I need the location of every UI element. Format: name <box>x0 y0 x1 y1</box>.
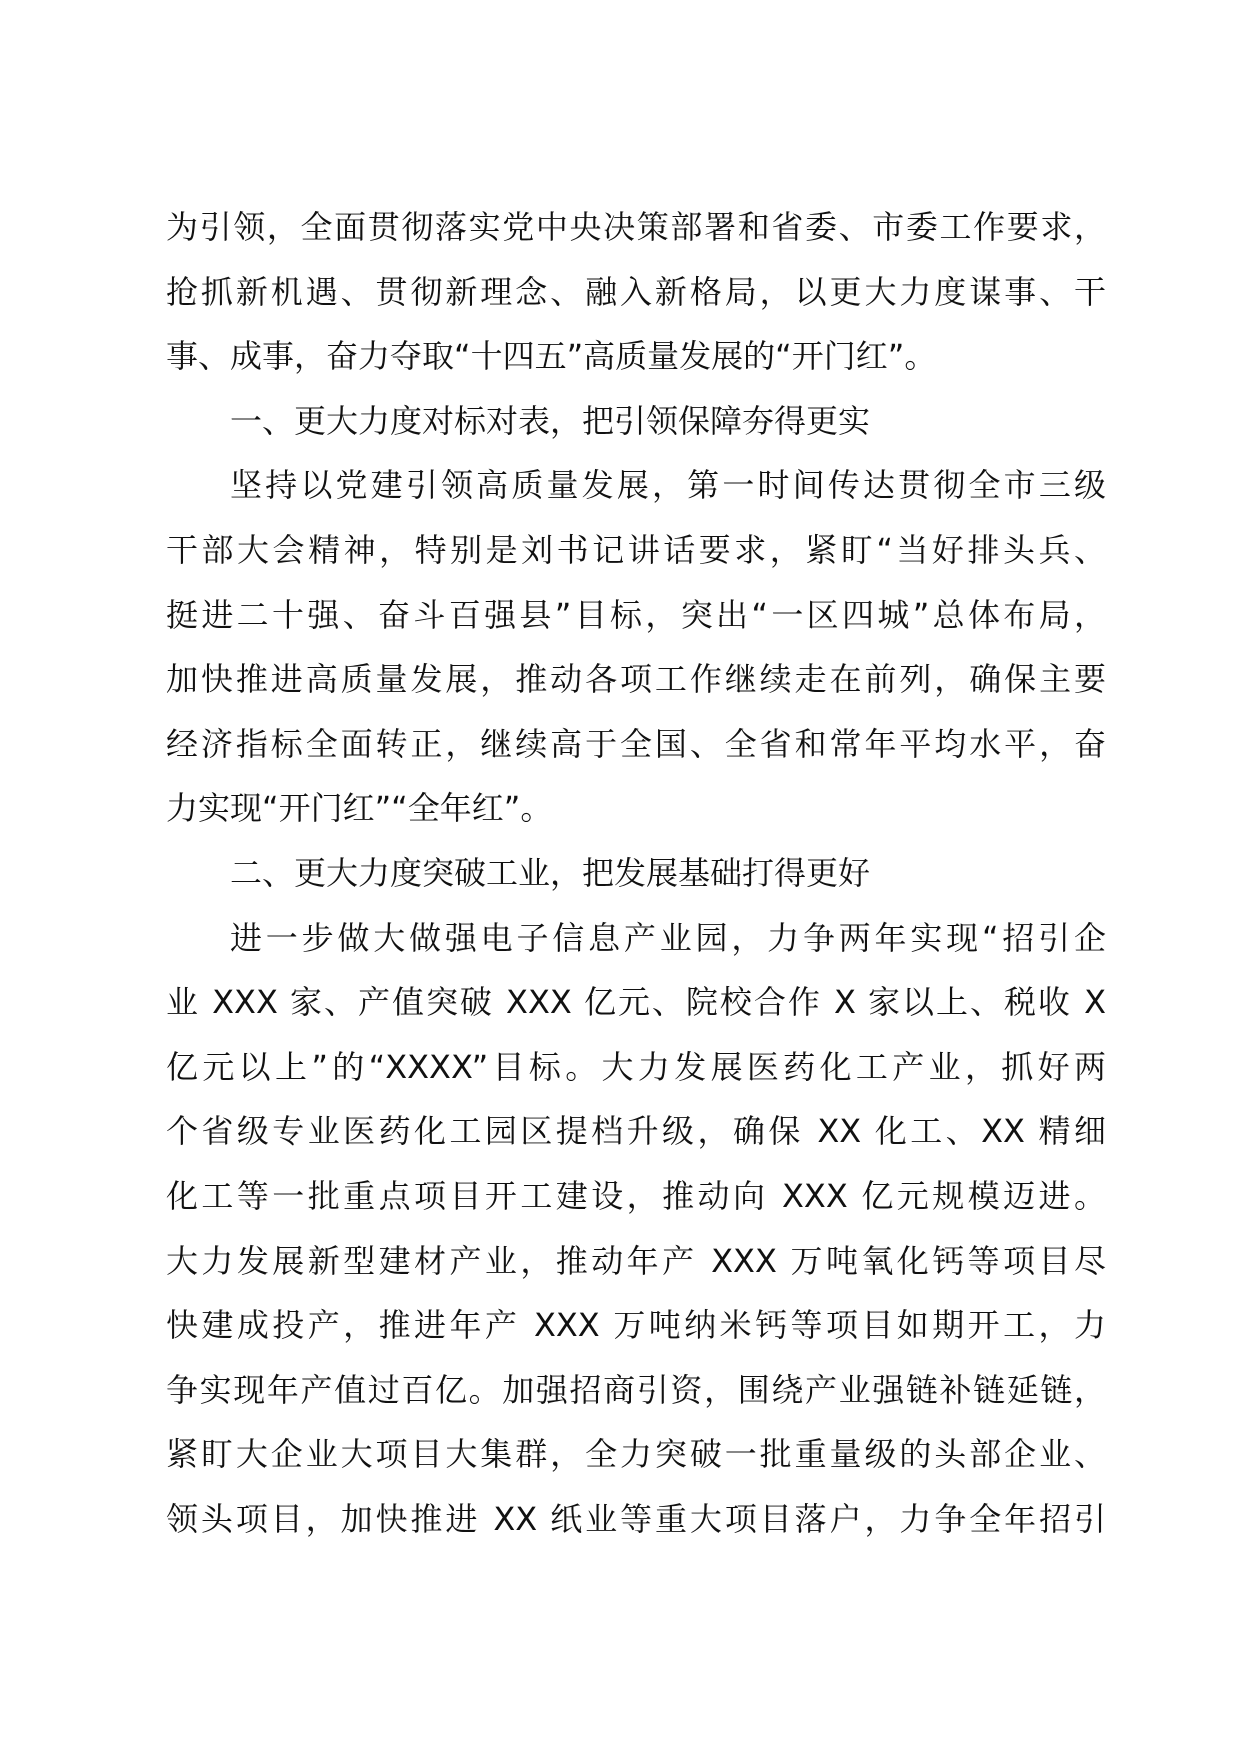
text-line: 挺进二十强、奋斗百强县”目标，突出“一区四城”总体布局， <box>166 595 1106 634</box>
text-line: 力实现“开门红”“全年红”。 <box>166 789 553 828</box>
text-line: 坚持以党建引领高质量发展，第一时间传达贯彻全市三级 <box>230 466 1106 505</box>
text-line: 亿元以上”的“XXXX”目标。大力发展医药化工产业，抓好两 <box>166 1047 1106 1086</box>
text-line: 快建成投产，推进年产 XXX 万吨纳米钙等项目如期开工，力 <box>166 1306 1106 1345</box>
text-line: 事、成事，奋力夺取“十四五”高质量发展的“开门红”。 <box>166 337 937 376</box>
document-body <box>166 195 1106 1551</box>
text-line: 紧盯大企业大项目大集群，全力突破一批重量级的头部企业、 <box>166 1435 1106 1474</box>
text-line: 化工等一批重点项目开工建设，推动向 XXX 亿元规模迈进。 <box>166 1176 1106 1215</box>
text-line: 领头项目，加快推进 XX 纸业等重大项目落户，力争全年招引 <box>166 1499 1106 1538</box>
text-line: 加快推进高质量发展，推动各项工作继续走在前列，确保主要 <box>166 660 1106 699</box>
text-line: 经济指标全面转正，继续高于全国、全省和常年平均水平，奋 <box>166 724 1106 763</box>
text-line: 抢抓新机遇、贯彻新理念、融入新格局，以更大力度谋事、干 <box>166 272 1106 311</box>
text-line: 干部大会精神，特别是刘书记讲话要求，紧盯“当好排头兵、 <box>166 530 1106 569</box>
section-heading-1: 一、更大力度对标对表，把引领保障夯得更实 <box>230 401 871 440</box>
text-line: 个省级专业医药化工园区提档升级，确保 XX 化工、XX 精细 <box>166 1112 1106 1151</box>
text-line: 争实现年产值过百亿。加强招商引资，围绕产业强链补链延链， <box>166 1370 1106 1409</box>
text-line: 进一步做大做强电子信息产业园，力争两年实现“招引企 <box>230 918 1106 957</box>
text-line: 业 XXX 家、产值突破 XXX 亿元、院校合作 X 家以上、税收 X <box>166 983 1106 1022</box>
text-line: 为引领，全面贯彻落实党中央决策部署和省委、市委工作要求， <box>166 208 1106 246</box>
text-line: 大力发展新型建材产业，推动年产 XXX 万吨氧化钙等项目尽 <box>166 1241 1106 1280</box>
section-heading-2: 二、更大力度突破工业，把发展基础打得更好 <box>230 853 871 892</box>
